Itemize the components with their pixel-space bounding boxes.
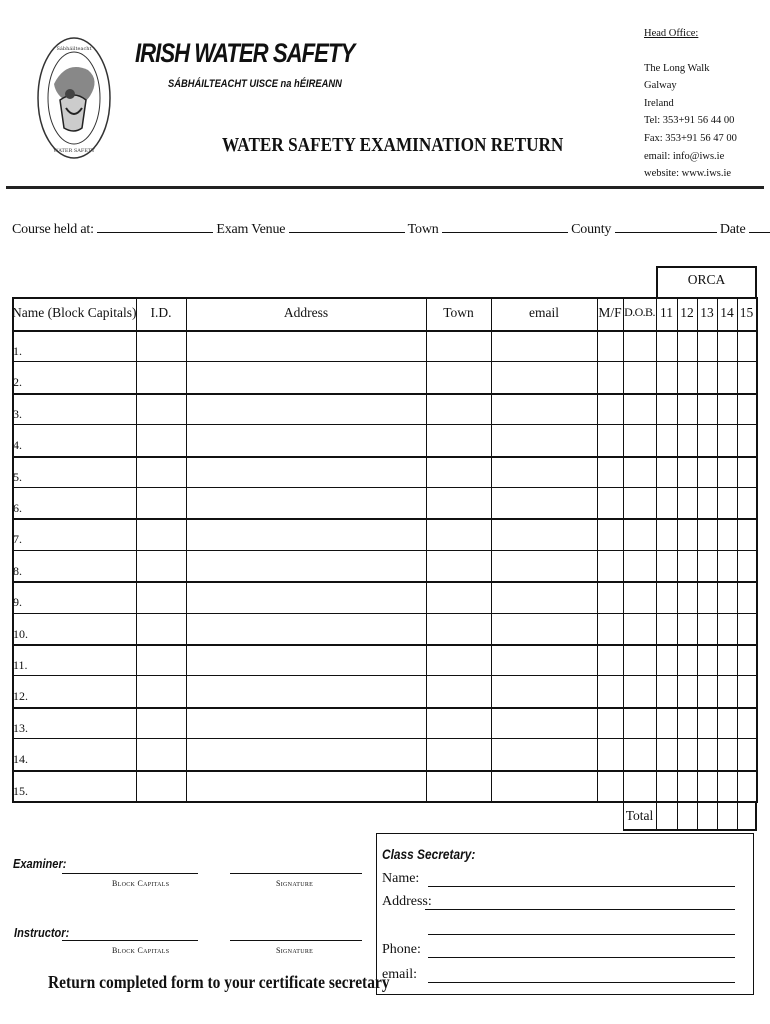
return-instruction: Return completed form to your certificate secretary [48, 972, 390, 992]
table-row[interactable] [12, 770, 757, 801]
total-cell-border [677, 801, 678, 831]
row-number: 5. [13, 470, 22, 484]
row-number: 9. [13, 595, 22, 609]
total-cell-border [656, 801, 657, 831]
office-line: Fax: 353+91 56 47 00 [644, 132, 737, 144]
column-header: M/F [598, 305, 622, 320]
org-subtitle: SÁBHÁILTEACHT UISCE na hÉIREANN [168, 78, 342, 90]
table-row[interactable] [12, 550, 757, 581]
class-secretary-box [376, 833, 754, 995]
column-header: Town [443, 305, 474, 320]
table-row[interactable] [12, 738, 757, 769]
column-header: 15 [739, 305, 754, 320]
secretary-email-label: email: [382, 967, 417, 982]
svg-text:WATER SAFETY: WATER SAFETY [53, 148, 95, 154]
total-cell-border [717, 801, 718, 831]
row-number: 6. [13, 501, 22, 515]
column-header: I.D. [150, 305, 172, 320]
total-cell-border [755, 801, 757, 831]
head-office-heading: Head Office: [644, 28, 699, 39]
instructor-label: Instructor: [14, 925, 70, 940]
table-row[interactable] [12, 644, 757, 675]
column-header: 13 [700, 305, 714, 320]
secretary-phone-label: Phone: [382, 942, 421, 957]
examiner-signature-caption: Signature [276, 879, 314, 888]
office-line: email: info@iws.ie [644, 150, 725, 162]
town-label: Town [407, 222, 439, 237]
total-cell-border [697, 801, 698, 831]
row-number: 10. [13, 627, 28, 641]
table-row[interactable] [12, 487, 757, 518]
total-label: Total [625, 808, 654, 823]
secretary-address-field-2[interactable] [428, 934, 735, 935]
examiner-label: Examiner: [13, 856, 67, 871]
row-number: 14. [13, 752, 28, 766]
county-label: County [571, 222, 612, 237]
course-held-label: Course held at: [12, 222, 94, 237]
row-number: 1. [13, 344, 22, 358]
examiner-name-field[interactable] [62, 873, 198, 874]
row-number: 12. [13, 689, 28, 703]
row-number: 13. [13, 721, 28, 735]
table-row[interactable] [12, 581, 757, 612]
total-cell-border [737, 801, 738, 831]
date-label: Date [719, 222, 746, 237]
column-header: email [529, 305, 559, 320]
secretary-name-field[interactable] [428, 886, 735, 887]
secretary-address-label: Address: [382, 894, 432, 909]
orca-header: ORCA [687, 272, 726, 287]
table-row[interactable] [12, 707, 757, 738]
row-number: 11. [13, 658, 28, 672]
office-line: Ireland [644, 97, 674, 109]
row-number: 8. [13, 564, 22, 578]
secretary-email-field[interactable] [428, 982, 735, 983]
table-row[interactable] [12, 518, 757, 549]
column-header: 11 [660, 305, 673, 320]
secretary-name-label: Name: [382, 871, 420, 886]
table-row[interactable] [12, 613, 757, 644]
org-title: IRISH WATER SAFETY [135, 38, 355, 68]
examiner-block-capitals-caption: Block Capitals [112, 879, 170, 888]
table-top-border [12, 297, 757, 299]
instructor-signature-caption: Signature [276, 946, 314, 955]
column-header: Name (Block Capitals) [12, 305, 137, 320]
instructor-block-capitals-caption: Block Capitals [112, 946, 170, 955]
column-header: Address [283, 305, 329, 320]
office-line: Galway [644, 80, 677, 92]
examiner-signature-field[interactable] [230, 873, 362, 874]
office-line: website: www.iws.ie [644, 168, 732, 180]
class-secretary-title: Class Secretary: [382, 846, 476, 862]
table-row[interactable] [12, 330, 757, 361]
row-number: 4. [13, 438, 22, 452]
secretary-address-field[interactable] [425, 909, 735, 910]
table-row[interactable] [12, 393, 757, 424]
form-title: WATER SAFETY EXAMINATION RETURN [222, 134, 564, 156]
orca-box-top [656, 266, 757, 268]
office-line: The Long Walk [644, 62, 710, 74]
column-header: D.O.B. [624, 305, 655, 319]
row-number: 15. [13, 784, 28, 798]
table-row[interactable] [12, 675, 757, 706]
table-row[interactable] [12, 361, 757, 392]
row-number: 3. [13, 407, 22, 421]
secretary-phone-field[interactable] [428, 957, 735, 958]
office-line: Tel: 353+91 56 44 00 [644, 115, 735, 127]
instructor-signature-field[interactable] [230, 940, 362, 941]
table-row[interactable] [12, 456, 757, 487]
row-number: 2. [13, 375, 22, 389]
svg-text:Sábháilteacht: Sábháilteacht [56, 46, 92, 52]
instructor-name-field[interactable] [62, 940, 198, 941]
column-header: 12 [680, 305, 694, 320]
table-row[interactable] [12, 424, 757, 455]
row-number: 7. [13, 532, 22, 546]
exam-venue-label: Exam Venue [216, 222, 286, 237]
column-header: 14 [720, 305, 734, 320]
